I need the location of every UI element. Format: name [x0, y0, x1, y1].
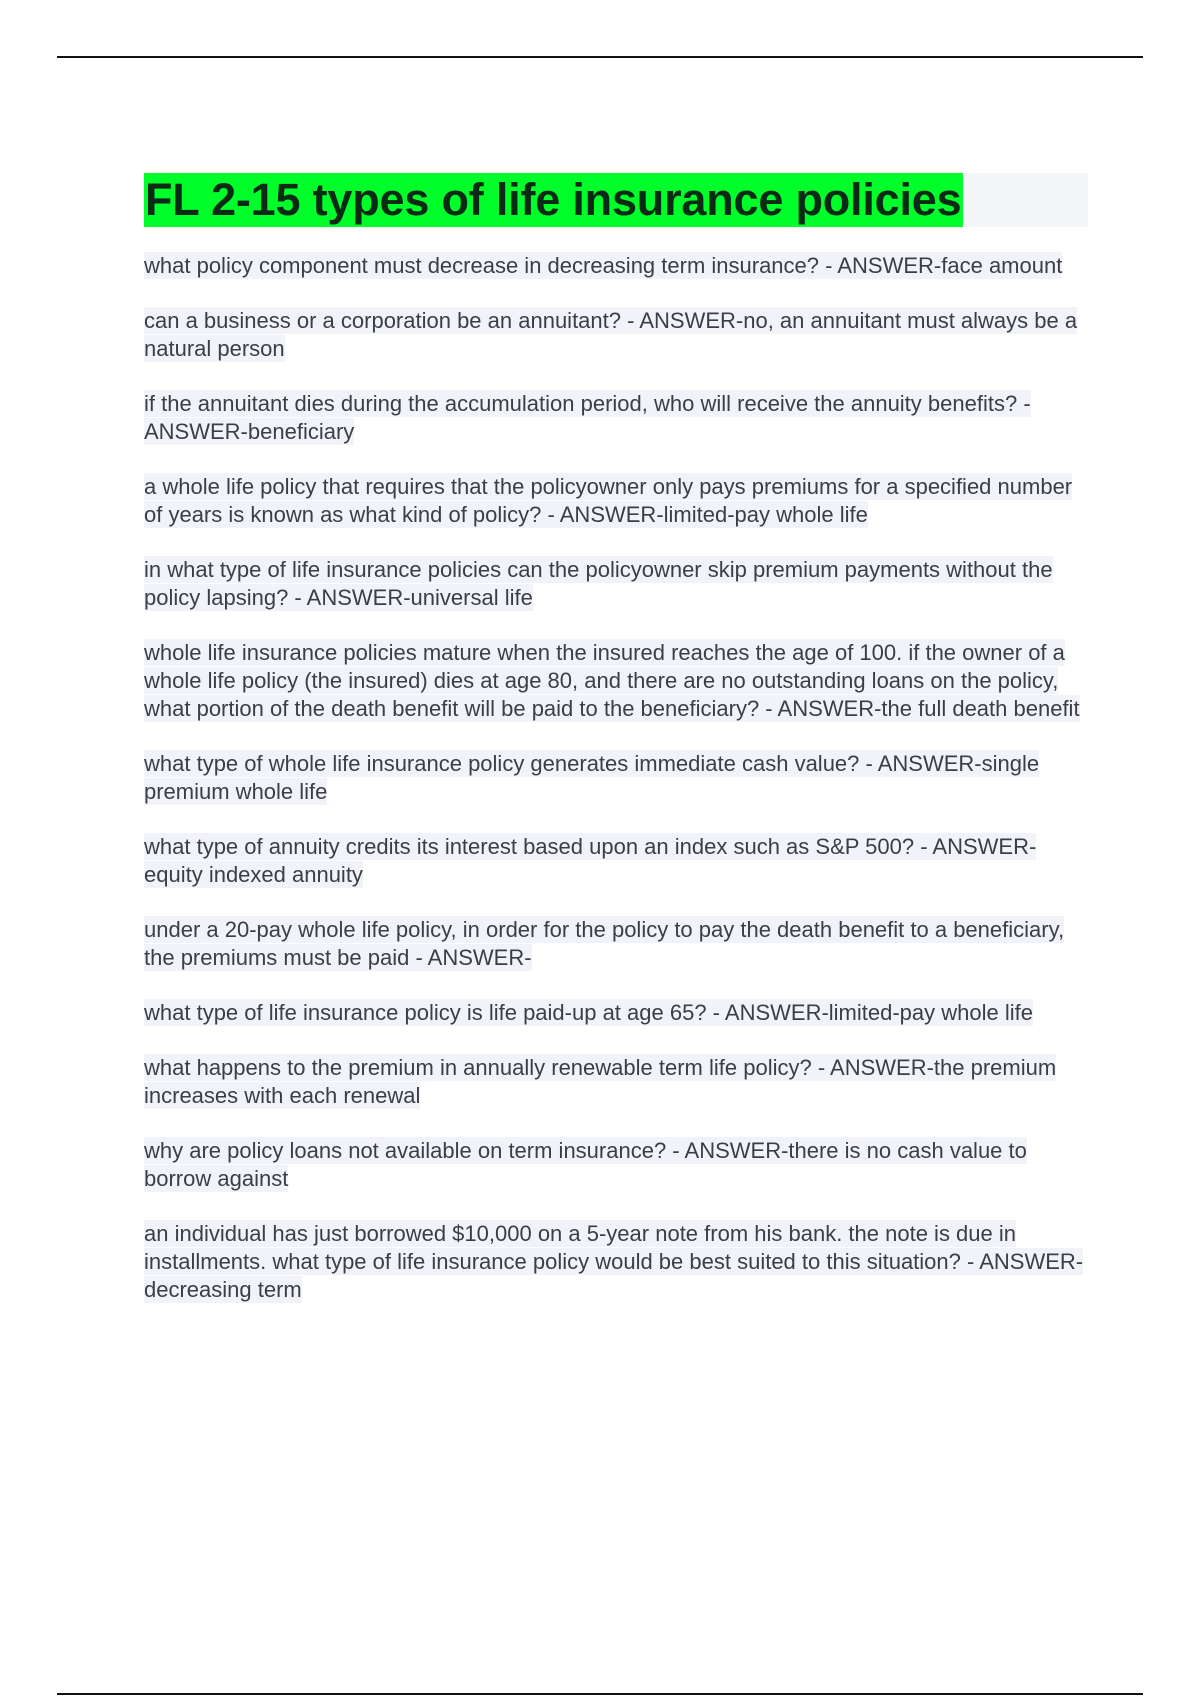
qa-item — [144, 999, 1088, 1027]
qa-text: whole life insurance policies mature when the insured reaches the age of 100. if the owner of a whole life policy (the insured) dies at age 80, and there are no outstanding loans on the policy, what portion of the death benefit will be paid to the beneficiary? - ANSWER-the full death benefit — [144, 640, 1080, 721]
page-footer-rule — [57, 1693, 1143, 1695]
qa-text: a whole life policy that requires that the policyowner only pays premiums for a specified number of years is known as what kind of policy? - ANSWER-limited-pay whole life — [144, 474, 1073, 527]
qa-item — [144, 252, 1088, 280]
qa-text: in what type of life insurance policies can the policyowner skip premium payments without the policy lapsing? - ANSWER-universal life — [144, 557, 1053, 610]
qa-text: can a business or a corporation be an annuitant? - ANSWER-no, an annuitant must always be a natural person — [144, 308, 1078, 361]
qa-item — [144, 307, 1088, 363]
qa-text: what policy component must decrease in decreasing term insurance? - ANSWER-face amount — [144, 253, 1063, 278]
qa-item — [144, 1220, 1088, 1304]
qa-item — [144, 833, 1088, 889]
qa-item — [144, 1054, 1088, 1110]
title-band — [144, 173, 1088, 227]
qa-item — [144, 556, 1088, 612]
qa-text: if the annuitant dies during the accumulation period, who will receive the annuity benefits? - ANSWER-beneficiary — [144, 391, 1031, 444]
qa-item — [144, 473, 1088, 529]
document-title: FL 2-15 types of life insurance policies — [145, 174, 962, 225]
document-body — [144, 173, 1088, 1331]
page-header-rule — [57, 56, 1143, 58]
qa-text: under a 20-pay whole life policy, in order for the policy to pay the death benefit to a beneficiary, the premiums must be paid - ANSWER- — [144, 917, 1065, 970]
qa-list — [144, 252, 1088, 1304]
qa-item — [144, 916, 1088, 972]
qa-item — [144, 1137, 1088, 1193]
qa-text: what happens to the premium in annually renewable term life policy? - ANSWER-the premium increases with each renewal — [144, 1055, 1057, 1108]
qa-text: why are policy loans not available on term insurance? - ANSWER-there is no cash value to borrow against — [144, 1138, 1027, 1191]
qa-text: an individual has just borrowed $10,000 on a 5-year note from his bank. the note is due in installments. what type of life insurance policy would be best suited to this situation? - ANSWER-decreasing term — [144, 1221, 1084, 1302]
qa-item — [144, 390, 1088, 446]
qa-text: what type of whole life insurance policy generates immediate cash value? - ANSWER-single premium whole life — [144, 751, 1040, 804]
qa-text: what type of annuity credits its interest based upon an index such as S&P 500? - ANSWER-equity indexed annuity — [144, 834, 1037, 887]
qa-text: what type of life insurance policy is life paid-up at age 65? - ANSWER-limited-pay whole life — [144, 1000, 1033, 1025]
qa-item — [144, 639, 1088, 723]
qa-item — [144, 750, 1088, 806]
